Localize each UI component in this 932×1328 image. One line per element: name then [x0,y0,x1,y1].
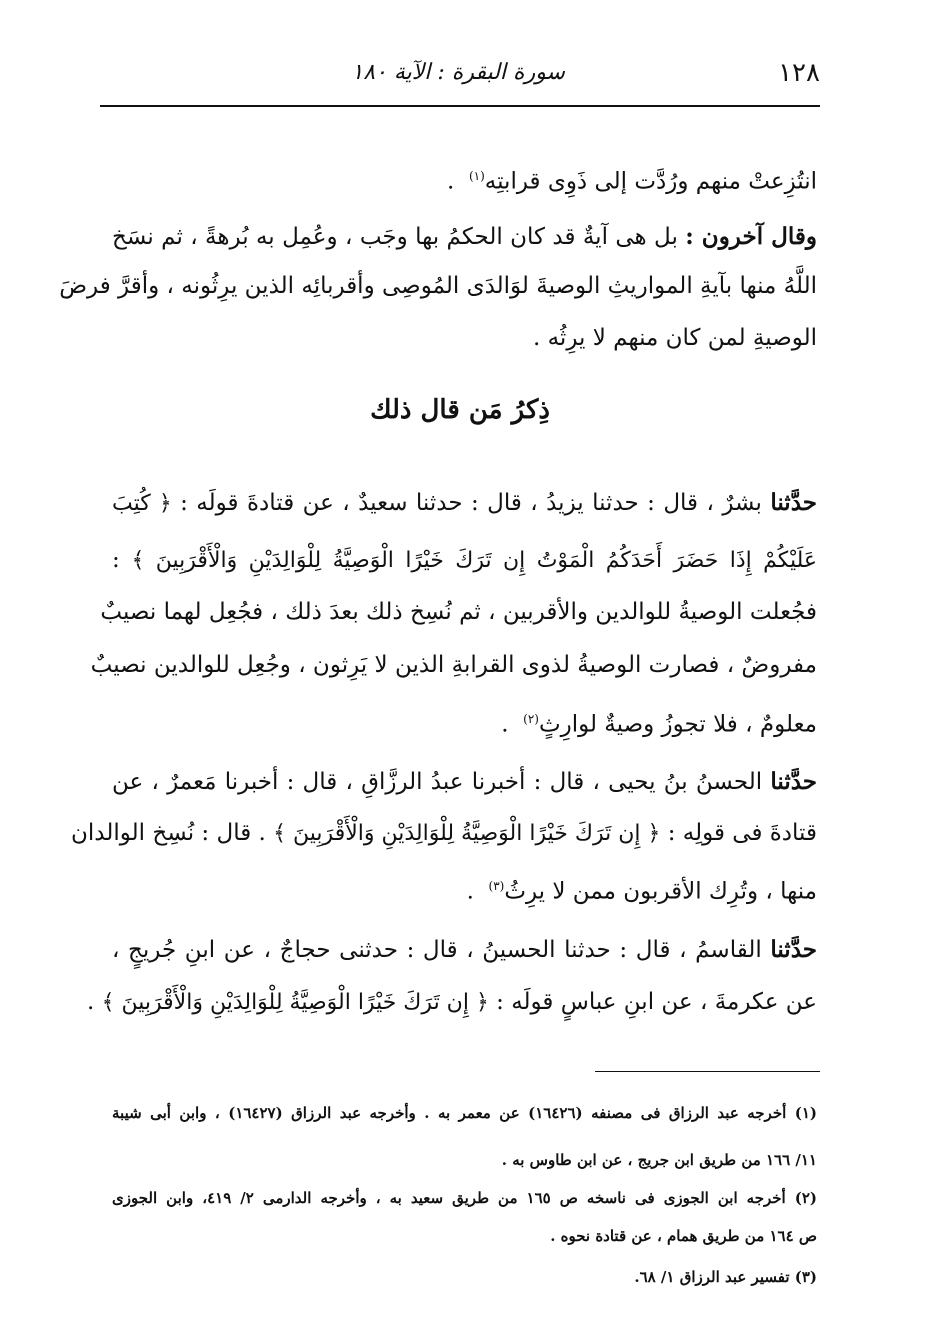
page-header [100,52,820,92]
footnote-3-line-1: (٣) تفسير عبد الرزاق ١/ ٦٨. [634,1268,817,1286]
quran-quote: ﴿ إِن تَرَكَ خَيْرًا الْوَصِيَّةُ لِلْوَالِدَيْنِ وَالْأَقْرَبِينَ ﴾ [273,821,661,846]
paragraph-2-line-3: الوصيةِ لمن كان منهم لا يرِثُه . [532,325,817,351]
paragraph-lead: حدَّثنا [770,936,817,963]
paragraph-1-line-1: انتُزِعتْ منهم ورُدَّت إلى ذَوِى قرابتِه$^{(١)}$ . [447,168,817,195]
section-heading: ذِكرُ مَن قال ذلك [370,395,550,425]
running-title: سورة البقرة : الآية ١٨٠ [351,60,565,85]
footnote-ref-3: (٣) [488,879,505,893]
footnote-ref-1: (١) [468,169,485,183]
footnote-2-line-2: ص ١٦٤ من طريق همام ، عن قتادة نحوه . [550,1227,817,1245]
paragraph-lead: حدَّثنا [770,768,818,795]
paragraph-2-line-1: وقال آخرون : بل هى آيةٌ قد كان الحكمُ بها وجَب ، وعُمِل به بُرهةً ، ثم نسَخ [112,223,817,250]
paragraph-lead: حدَّثنا [770,489,817,516]
quran-quote: عَلَيْكُمْ إِذَا حَضَرَ أَحَدَكُمُ الْمَوْتُ إِن تَرَكَ خَيْرًا الْوَصِيَّةُ لِلْوَالِدَيْنِ وَالْأَقْرَبِينَ ﴾ [131,548,817,573]
paragraph-3-line-5: معلومٌ ، فلا تجوزُ وصيةٌ لوارِثٍ$^{(٢)}$ . [501,711,817,738]
paragraph-4-line-1: حدَّثنا الحسنُ بنُ يحيى ، قال : أخبرنا عبدُ الرزَّاقِ ، قال : أخبرنا مَعمرٌ ، عن [112,768,818,795]
header-rule [100,105,820,107]
footnote-rule [595,1071,820,1072]
paragraph-5-line-2: عن عكرمةَ ، عن ابنِ عباسٍ قولَه : ﴿ إِن تَرَكَ خَيْرًا الْوَصِيَّةُ لِلْوَالِدَيْنِ وَالْأَقْرَبِينَ ﴾ . [87,989,817,1015]
paragraph-4-line-3: منها ، وتُرِك الأقربون ممن لا يرِثُ$^{(٣)}$ . [466,878,817,905]
paragraph-2-line-2: اللَّهُ منها بآيةِ المواريثِ الوصيةَ لوَالدَى المُوصِى وأقربائِه الذين يرِثُونه ، وأقرَّ فرضَ [59,273,817,299]
paragraph-3-line-1: حدَّثنا بشرٌ ، قال : حدثنا يزيدُ ، قال : حدثنا سعيدٌ ، عن قتادةَ قولَه : ﴿ كُتِبَ [112,489,817,516]
footnote-1-line-1: (١) أخرجه عبد الرزاق فى مصنفه (١٦٤٢٦) عن معمر به . وأخرجه عبد الرزاق (١٦٤٢٧) ، وابن أبى شيبة [112,1104,817,1122]
paragraph-3-line-4: مفروضٌ ، فصارت الوصيةُ لذوى القرابةِ الذين لا يَرِثون ، وجُعِل للوالدين نصيبٌ [90,652,817,678]
paragraph-3-line-3: فجُعلت الوصيةُ للوالدين والأقربين ، ثم نُسِخ ذلك بعدَ ذلك ، فجُعِل لهما نصيبٌ [100,599,817,625]
footnote-2-line-1: (٢) أخرجه ابن الجوزى فى ناسخه ص ١٦٥ من طريق سعيد به ، وأخرجه الدارمى ٢/ ٤١٩، وابن الجوزى [112,1189,818,1207]
paragraph-4-line-2: قتادةَ فى قولِه : ﴿ إِن تَرَكَ خَيْرًا الْوَصِيَّةُ لِلْوَالِدَيْنِ وَالْأَقْرَبِينَ ﴾ . قال : نُسِخ الوالدان [71,820,817,846]
quran-quote: ﴿ كُتِبَ [112,491,172,516]
quran-quote: ﴿ إِن تَرَكَ خَيْرًا الْوَصِيَّةُ لِلْوَالِدَيْنِ وَالْأَقْرَبِينَ ﴾ [101,990,489,1015]
page-number: ١٢٨ [778,58,820,88]
footnote-ref-2: (٢) [523,712,539,726]
paragraph-5-line-1: حدَّثنا القاسمُ ، قال : حدثنا الحسينُ ، قال : حدثنى حجاجٌ ، عن ابنِ جُريجٍ ، [112,936,817,963]
footnote-1-line-2: ١١/ ١٦٦ من طريق ابن جريج ، عن ابن طاوس به . [501,1151,817,1169]
paragraph-3-line-2: عَلَيْكُمْ إِذَا حَضَرَ أَحَدَكُمُ الْمَوْتُ إِن تَرَكَ خَيْرًا الْوَصِيَّةُ لِلْوَالِدَيْنِ وَالْأَقْرَبِينَ ﴾ : [112,547,817,573]
paragraph-lead: وقال آخرون : [685,223,817,250]
